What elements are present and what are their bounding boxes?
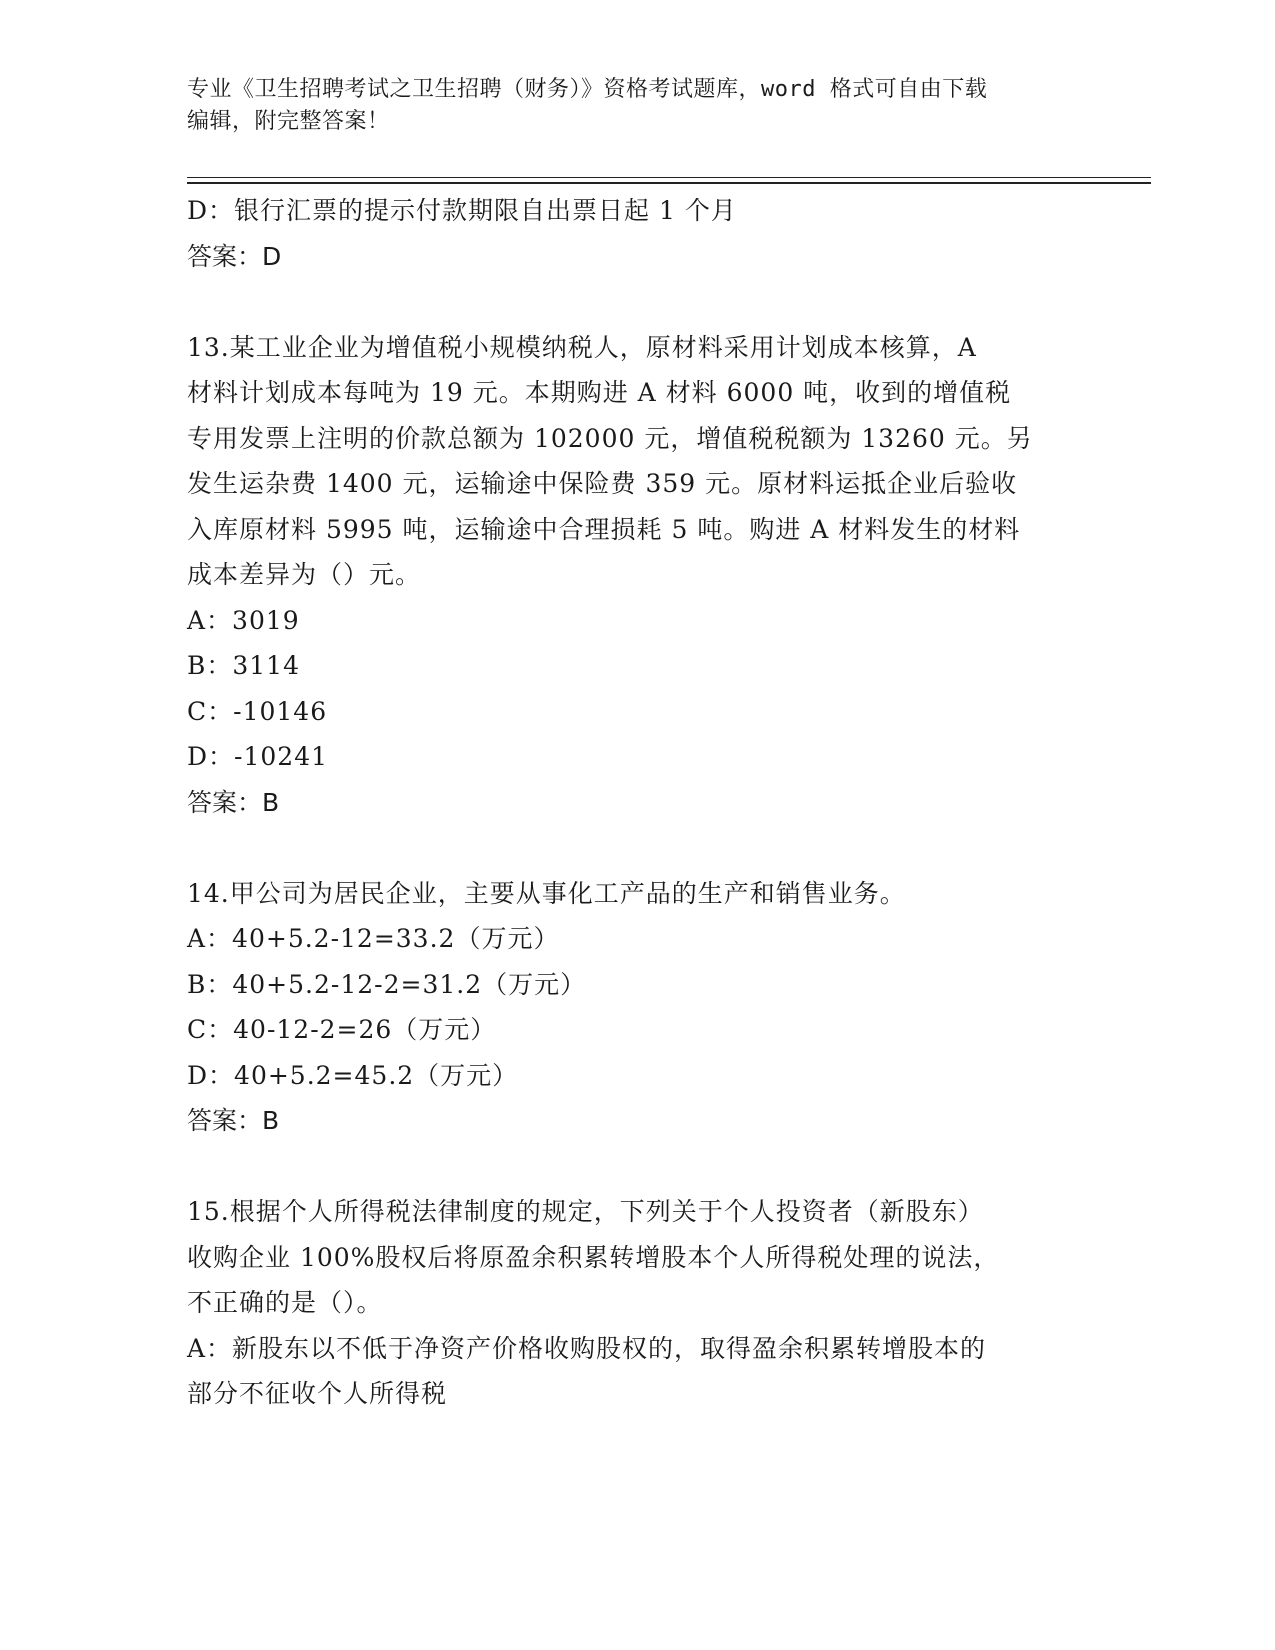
option-c: C：40-12-2=26（万元） [187,1015,497,1044]
header-divider-thin [187,177,1151,178]
answer-line: 答案：B [187,1106,280,1135]
question-text-line: 15.根据个人所得税法律制度的规定，下列关于个人投资者（新股东） [187,1197,984,1226]
document-body [187,188,1067,1417]
spacer [187,825,1067,871]
header-line-2: 编辑，附完整答案！ [187,109,390,134]
option-b: B：3114 [187,651,300,680]
option-b: B：40+5.2-12-2=31.2（万元） [187,969,587,999]
spacer [187,279,1067,325]
option-a: A：3019 [187,605,300,635]
question-text-line: 13.某工业企业为增值税小规模纳税人，原材料采用计划成本核算，A [187,332,977,362]
document-header [187,74,1067,138]
question-13 [187,325,1067,826]
question-text-line: 入库原材料 5995 吨，运输途中合理损耗 5 吨。购进 A 材料发生的材料 [187,514,1021,544]
question-text-line: 专用发票上注明的价款总额为 102000 元，增值税税额为 13260 元。另 [187,423,1033,453]
previous-question-tail [187,188,1067,279]
option-d: D：-10241 [187,742,329,771]
question-text-line: 收购企业 100%股权后将原盈余积累转增股本个人所得税处理的说法， [187,1242,1000,1272]
question-15 [187,1189,1067,1417]
question-text-line: 材料计划成本每吨为 19 元。本期购进 A 材料 6000 吨，收到的增值税 [187,378,1012,407]
option-a-continuation: 部分不征收个人所得税 [187,1379,448,1408]
question-text-line: 成本差异为（）元。 [187,560,422,589]
option-a: A：40+5.2-12=33.2（万元） [187,924,560,953]
spacer [187,1144,1067,1190]
question-text-line: 不正确的是（）。 [187,1288,383,1317]
option-c: C：-10146 [187,696,328,726]
question-14 [187,871,1067,1144]
header-line-1: 专业《卫生招聘考试之卫生招聘（财务）》资格考试题库，word 格式可自由下载 [187,77,988,102]
option-d: D：银行汇票的提示付款期限自出票日起 1 个月 [187,196,737,225]
option-a: A：新股东以不低于净资产价格收购股权的，取得盈余积累转增股本的 [187,1333,987,1363]
question-text-line: 14.甲公司为居民企业，主要从事化工产品的生产和销售业务。 [187,878,906,908]
header-divider-thick [187,182,1151,184]
answer-line: 答案：B [187,787,280,817]
option-d: D：40+5.2=45.2（万元） [187,1060,519,1090]
question-text-line: 发生运杂费 1400 元，运输途中保险费 359 元。原材料运抵企业后验收 [187,469,1018,498]
answer-line: 答案：D [187,241,282,271]
